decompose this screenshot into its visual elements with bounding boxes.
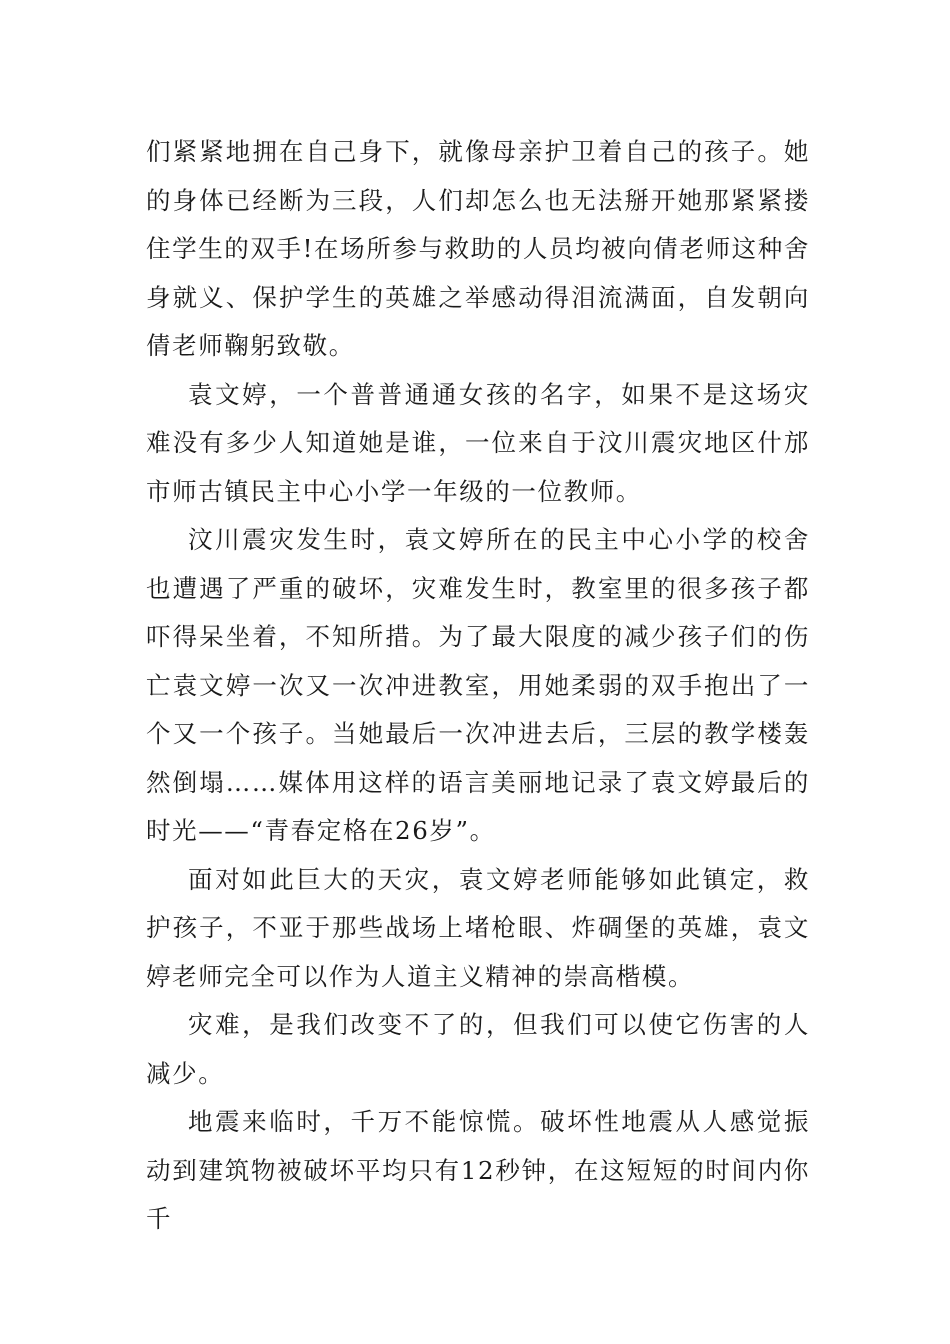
paragraph: 袁文婷，一个普普通通女孩的名字，如果不是这场灾难没有多少人知道她是谁，一位来自于汶川震灾地区什邡市师古镇民主中心小学一年级的一位教师。 xyxy=(146,379,810,506)
document-body xyxy=(146,128,810,1244)
paragraph-continued: 们紧紧地拥在自己身下，就像母亲护卫着自己的孩子。她的身体已经断为三段，人们却怎么也无法掰开她那紧紧搂住学生的双手!在场所参与救助的人员均被向倩老师这种舍身就义、保护学生的英雄之举感动得泪流满面，自发朝向倩老师鞠躬致敬。 xyxy=(146,137,810,360)
paragraph: 汶川震灾发生时，袁文婷所在的民主中心小学的校舍也遭遇了严重的破坏，灾难发生时，教室里的很多孩子都吓得呆坐着，不知所措。为了最大限度的减少孩子们的伤亡袁文婷一次又一次冲进教室，用她柔弱的双手抱出了一个又一个孩子。当她最后一次冲进去后，三层的教学楼轰然倒塌……媒体用这样的语言美丽地记录了袁文婷最后的时光——“青春定格在26岁”。 xyxy=(146,525,810,845)
paragraph: 面对如此巨大的天灾，袁文婷老师能够如此镇定，救护孩子，不亚于那些战场上堵枪眼、炸碉堡的英雄，袁文婷老师完全可以作为人道主义精神的崇高楷模。 xyxy=(146,864,810,991)
paragraph: 地震来临时，千万不能惊慌。破坏性地震从人感觉振动到建筑物被破坏平均只有12秒钟，在这短短的时间内你千 xyxy=(146,1107,810,1233)
paragraph: 灾难，是我们改变不了的，但我们可以使它伤害的人减少。 xyxy=(146,1010,810,1088)
